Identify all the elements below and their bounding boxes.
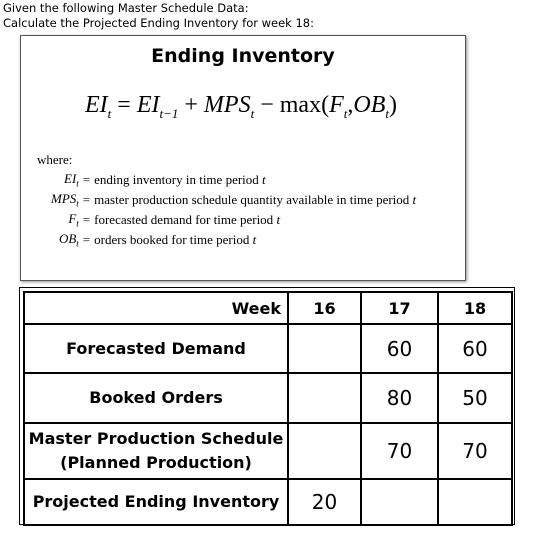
cell bbox=[438, 479, 512, 525]
week-16-header: 16 bbox=[288, 292, 361, 324]
ending-inventory-equation: $EI_t = EI_{t-1} + MPS_t - \max(F_t,OB_t)$ bbox=[85, 92, 397, 121]
def-var: t bbox=[412, 192, 417, 207]
cell: 70 bbox=[361, 423, 438, 479]
cell: 60 bbox=[361, 324, 438, 373]
def-symbol-sub: t bbox=[76, 178, 79, 189]
definition-row: $EI_t$ = ending inventory in time period t bbox=[64, 171, 266, 189]
ending-inventory-formula-box bbox=[20, 35, 466, 281]
def-symbol-sub: t bbox=[76, 238, 79, 249]
prompt-line-1: Given the following Master Schedule Data: bbox=[3, 1, 249, 15]
row-label-forecasted-demand: Forecasted Demand bbox=[24, 324, 288, 373]
eq-ob-sub: t bbox=[385, 106, 389, 121]
eq-lhs-sub: t bbox=[107, 106, 112, 121]
prompt-line-2: Calculate the Projected Ending Inventory for week 18: bbox=[3, 16, 314, 30]
eq-term1: EI bbox=[136, 92, 160, 118]
cell: 20 bbox=[288, 479, 361, 525]
def-symbol: OB bbox=[58, 231, 77, 247]
cell bbox=[361, 479, 438, 525]
def-var: t bbox=[276, 212, 281, 227]
row-label-projected-ending-inventory: Projected Ending Inventory bbox=[24, 479, 288, 525]
table-header-row bbox=[24, 292, 512, 324]
def-text: orders booked for time period bbox=[94, 232, 253, 247]
def-text: forecasted demand for time period bbox=[94, 212, 277, 227]
eq-lhs: EI bbox=[85, 92, 108, 118]
master-schedule-table-frame bbox=[19, 287, 515, 525]
question-prompt bbox=[3, 1, 314, 31]
table-row bbox=[24, 423, 512, 479]
table-row bbox=[24, 373, 512, 423]
master-schedule-table bbox=[23, 291, 513, 526]
definition-row: $MPS_t$ = master production schedule quantity available in time period t bbox=[51, 191, 417, 209]
table-row bbox=[24, 324, 512, 373]
week-header: Week bbox=[24, 292, 288, 324]
formula-title: Ending Inventory bbox=[151, 45, 335, 67]
row-label-master-production-schedule bbox=[24, 423, 288, 479]
cell: 60 bbox=[438, 324, 512, 373]
cell bbox=[288, 324, 361, 373]
cell bbox=[288, 373, 361, 423]
eq-term1-sub: t−1 bbox=[159, 106, 179, 121]
def-symbol-sub: t bbox=[76, 218, 79, 229]
cell: 50 bbox=[438, 373, 512, 423]
eq-term2: MPS bbox=[203, 92, 251, 118]
definitions-list bbox=[51, 170, 416, 250]
week-18-header: 18 bbox=[438, 292, 512, 324]
def-symbol: F bbox=[68, 211, 77, 227]
table-row bbox=[24, 479, 512, 525]
where-label: where: bbox=[37, 152, 73, 167]
cell bbox=[288, 423, 361, 479]
row-label-line-1: Master Production Schedule bbox=[28, 429, 284, 448]
def-var: t bbox=[252, 232, 257, 247]
row-label-booked-orders: Booked Orders bbox=[24, 373, 288, 423]
def-symbol-sub: t bbox=[76, 198, 79, 209]
eq-max: max( bbox=[279, 92, 330, 118]
def-text: ending inventory in time period bbox=[94, 172, 263, 187]
def-var: t bbox=[262, 172, 266, 187]
definition-row: $F_t$ = forecasted demand for time period t bbox=[68, 211, 281, 229]
eq-ob: OB bbox=[353, 92, 386, 118]
def-symbol: EI bbox=[64, 171, 77, 187]
def-symbol: MPS bbox=[51, 191, 77, 207]
cell: 70 bbox=[438, 423, 512, 479]
eq-f-sub: t bbox=[343, 106, 348, 121]
week-17-header: 17 bbox=[361, 292, 438, 324]
row-label-line-2: (Planned Production) bbox=[60, 453, 252, 472]
definition-row: $OB_t$ = orders booked for time period t bbox=[58, 231, 257, 249]
eq-f: F bbox=[329, 92, 344, 118]
def-text: master production schedule quantity available in time period bbox=[94, 192, 413, 207]
cell: 80 bbox=[361, 373, 438, 423]
eq-term2-sub: t bbox=[250, 106, 255, 121]
